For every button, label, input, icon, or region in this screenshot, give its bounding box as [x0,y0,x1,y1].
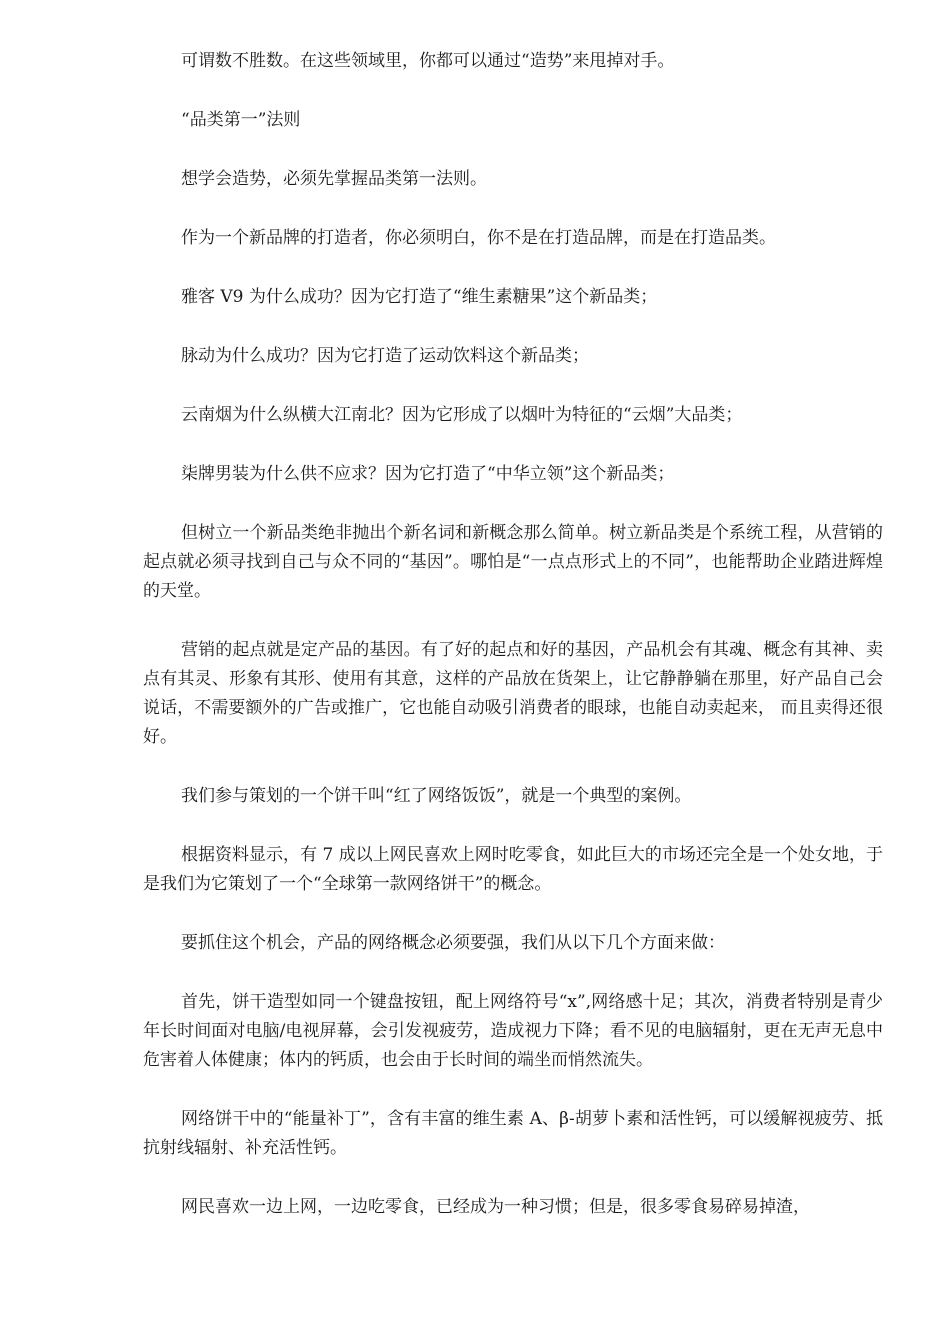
paragraph: 雅客 V9 为什么成功？因为它打造了“维生素糖果”这个新品类； [181,287,658,307]
paragraph: 云南烟为什么纵横大江南北？因为它形成了以烟叶为特征的“云烟”大品类； [181,405,743,425]
paragraph: 想学会造势，必须先掌握品类第一法则。 [181,169,487,189]
paragraph: 首先，饼干造型如同一个键盘按钮，配上网络符号“x”,网络感十足；其次，消费者特别是青少年长时间面对电脑/电视屏幕，会引发视疲劳，造成视力下降；看不见的电脑辐射，更在无声无息中危害着人体健康；体内的钙质，也会由于长时间的端坐而悄然流失。 [143,992,883,1070]
paragraph: 网络饼干中的“能量补丁”，含有丰富的维生素 A、β-胡萝卜素和活性钙，可以缓解视疲劳、抵抗射线辐射、补充活性钙。 [143,1109,883,1158]
paragraph: 网民喜欢一边上网，一边吃零食，已经成为一种习惯；但是，很多零食易碎易掉渣， [181,1197,810,1217]
document-body [143,47,883,1252]
paragraph: 可谓数不胜数。在这些领域里，你都可以通过“造势”来甩掉对手。 [181,51,675,71]
paragraph: 脉动为什么成功？因为它打造了运动饮料这个新品类； [181,346,589,366]
paragraph: 我们参与策划的一个饼干叫“红了网络饭饭”，就是一个典型的案例。 [181,786,692,806]
paragraph: 作为一个新品牌的打造者，你必须明白，你不是在打造品牌，而是在打造品类。 [181,228,776,248]
paragraph: 营销的起点就是定产品的基因。有了好的起点和好的基因，产品机会有其魂、概念有其神、卖点有其灵、形象有其形、使用有其意，这样的产品放在货架上，让它静静躺在那里，好产品自己会说话，不需要额外的广告或推广，它也能自动吸引消费者的眼球，也能自动卖起来， 而且卖得还很好。 [143,640,883,747]
paragraph: 要抓住这个机会，产品的网络概念必须要强，我们从以下几个方面来做： [181,933,725,953]
paragraph: 根据资料显示，有 7 成以上网民喜欢上网时吃零食，如此巨大的市场还完全是一个处女地，于是我们为它策划了一个“全球第一款网络饼干”的概念。 [143,845,883,894]
paragraph: 柒牌男装为什么供不应求？因为它打造了“中华立领”这个新品类； [181,464,675,484]
section-heading: “品类第一”法则 [181,110,301,130]
paragraph: 但树立一个新品类绝非抛出个新名词和新概念那么简单。树立新品类是个系统工程，从营销的起点就必须寻找到自己与众不同的“基因”。哪怕是“一点点形式上的不同”，也能帮助企业踏进辉煌的天堂。 [143,523,883,601]
